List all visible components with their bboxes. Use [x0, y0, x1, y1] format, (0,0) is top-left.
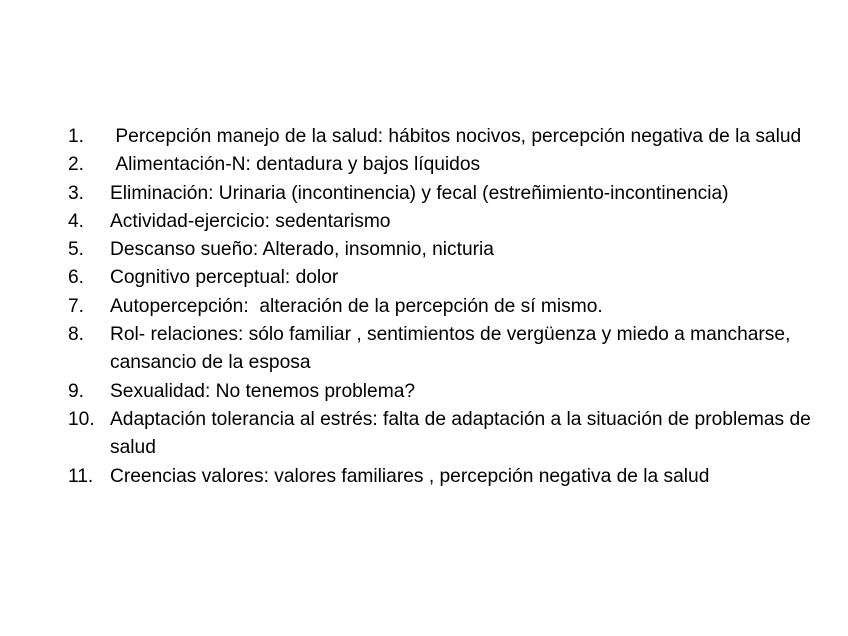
list-item-text: Alimentación-N: dentadura y bajos líquidos — [110, 154, 481, 176]
list-item-number: 10. — [68, 408, 95, 430]
list-item — [68, 123, 838, 151]
list-item-number: 8. — [68, 324, 85, 346]
list-item-number: 6. — [68, 267, 85, 289]
list-item-number: 7. — [68, 295, 85, 317]
list-item-number: 11. — [68, 465, 94, 487]
list-item-text: Adaptación tolerancia al estrés: falta de adaptación a la situación de problemas de salud — [110, 408, 811, 459]
list-item-number: 2. — [68, 154, 85, 176]
list-item-number: 9. — [68, 380, 85, 402]
list-item-text: Rol- relaciones: sólo familiar , sentimientos de vergüenza y miedo a mancharse, cansancio de la esposa — [110, 324, 791, 374]
list-item — [68, 208, 838, 236]
list-item — [68, 406, 838, 463]
list-item — [68, 151, 838, 179]
list-item — [68, 463, 838, 491]
list-item-text: Sexualidad: No tenemos problema? — [110, 380, 416, 402]
list-item — [68, 236, 838, 264]
list-item-text: Cognitivo perceptual: dolor — [110, 267, 339, 289]
list-item-number: 3. — [68, 182, 85, 204]
list-item-text: Percepción manejo de la salud: hábitos nocivos, percepción negativa de la salud — [110, 126, 802, 147]
list-item-text: Autopercepción: alteración de la percepción de sí mismo. — [110, 295, 603, 317]
list-item — [68, 180, 838, 208]
list-item-number: 4. — [68, 210, 85, 232]
list-item — [68, 293, 838, 321]
list-item — [68, 264, 838, 292]
list-item — [68, 378, 838, 406]
list-item — [68, 321, 838, 378]
numbered-list — [68, 123, 838, 491]
list-item-text: Descanso sueño: Alterado, insomnio, nicturia — [110, 239, 494, 261]
list-item-text: Actividad-ejercicio: sedentarismo — [110, 210, 391, 232]
list-item-number: 1. — [68, 126, 85, 147]
list-item-text: Eliminación: Urinaria (incontinencia) y fecal (estreñimiento-incontinencia) — [110, 182, 729, 204]
list-item-text: Creencias valores: valores familiares , percepción negativa de la salud — [110, 465, 710, 487]
list-item-number: 5. — [68, 239, 85, 261]
